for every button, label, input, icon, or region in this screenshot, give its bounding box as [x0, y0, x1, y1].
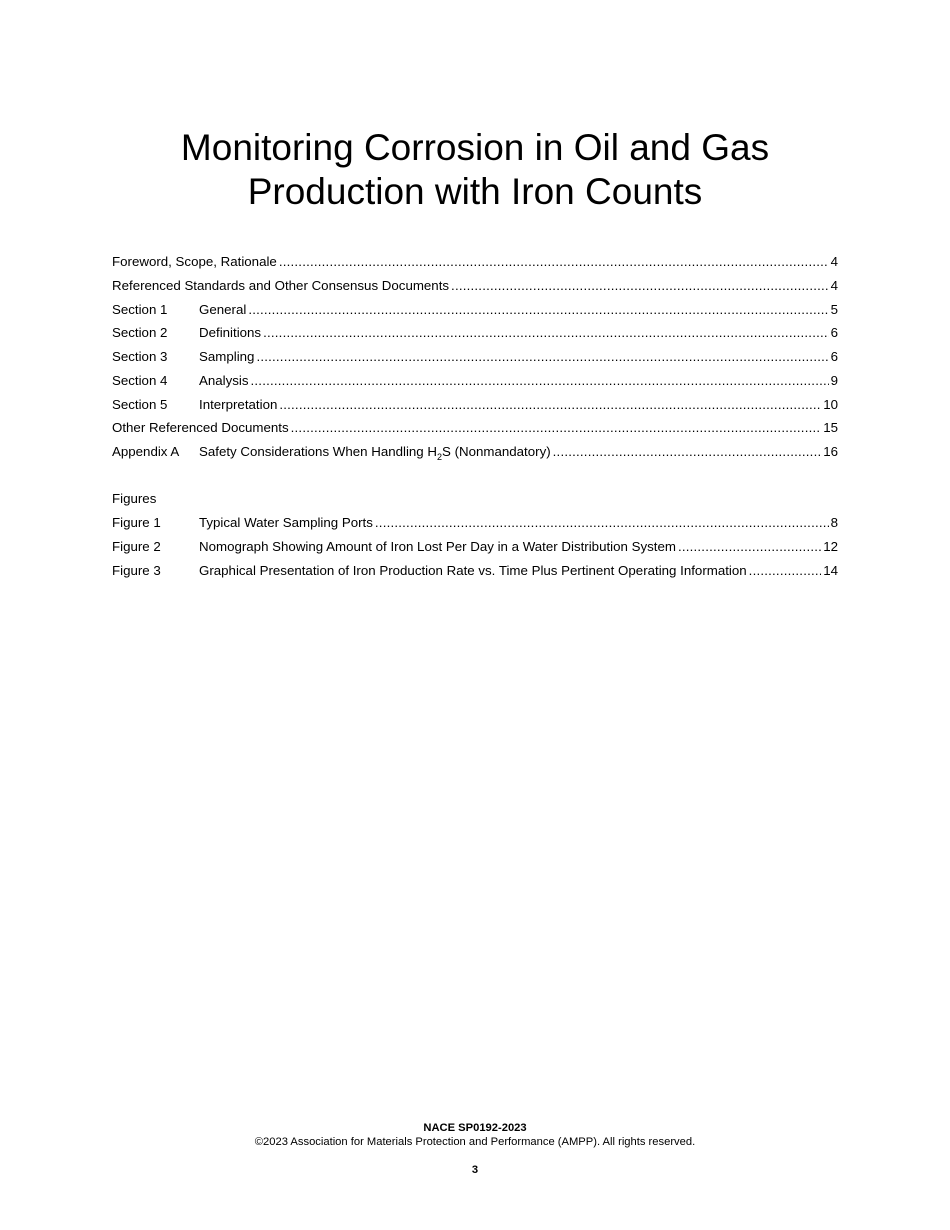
toc-leader-dots: [248, 301, 828, 319]
toc-leader-dots: [256, 348, 828, 366]
footer-copyright: ©2023 Association for Materials Protection and Performance (AMPP). All rights reserved.: [254, 1136, 696, 1148]
toc-entry-section-1[interactable]: [112, 301, 838, 319]
figures-heading: Figures: [112, 491, 157, 506]
toc-entry-label: Figure 3: [112, 563, 161, 578]
toc-entry-page: 4: [830, 254, 838, 269]
toc-leader-dots: [279, 396, 821, 414]
toc-entry-label: Figure 2: [112, 539, 161, 554]
toc-entry-page: 8: [830, 515, 838, 530]
toc-entry-page: 16: [823, 444, 838, 459]
toc-entry-page: 6: [830, 349, 838, 364]
toc-leader-dots: [291, 419, 822, 437]
footer-document-id: NACE SP0192-2023: [423, 1122, 527, 1134]
toc-entry-title: Foreword, Scope, Rationale: [112, 254, 277, 269]
toc-entry-page: 15: [823, 420, 838, 435]
toc-entry-title: Other Referenced Documents: [112, 420, 289, 435]
toc-entry-title: Graphical Presentation of Iron Production Rate vs. Time Plus Pertinent Operating Information: [199, 563, 747, 578]
toc-entry-label: Appendix A: [112, 444, 180, 459]
toc-entry-section-2[interactable]: [112, 324, 838, 342]
document-title-line-2: Production with Iron Counts: [247, 171, 703, 212]
toc-entry-page: 9: [830, 373, 838, 388]
toc-entry-title: Sampling: [199, 349, 255, 364]
toc-entry-title: [199, 443, 551, 462]
toc-entry-title: Referenced Standards and Other Consensus Documents: [112, 278, 450, 293]
toc-entry-figure-1[interactable]: [112, 514, 838, 532]
footer-page-number: 3: [471, 1164, 479, 1176]
toc-entry-title: Nomograph Showing Amount of Iron Lost Per Day in a Water Distribution System: [199, 539, 676, 554]
toc-entry-referenced-standards[interactable]: [112, 277, 838, 295]
toc-entry-page: 4: [830, 278, 838, 293]
toc-entry-label: Figure 1: [112, 515, 161, 530]
toc-entry-label: Section 2: [112, 325, 168, 340]
subscript-2: 2: [437, 452, 443, 462]
toc-entry-page: 6: [830, 325, 838, 340]
toc-entry-appendix-a[interactable]: [112, 443, 838, 461]
toc-entry-page: 12: [823, 539, 838, 554]
toc-entry-other-referenced[interactable]: [112, 419, 838, 437]
toc-leader-dots: [749, 562, 822, 580]
toc-leader-dots: [553, 443, 822, 461]
toc-leader-dots: [451, 277, 829, 295]
toc-entry-page: 10: [823, 397, 838, 412]
toc-entry-title: Interpretation: [199, 397, 278, 412]
toc-entry-figure-3[interactable]: [112, 562, 838, 580]
toc-entry-label: Section 1: [112, 302, 168, 317]
toc-entry-title-part: Safety Considerations When Handling H: [199, 444, 437, 459]
toc-entry-section-4[interactable]: [112, 372, 838, 390]
toc-entry-title: General: [199, 302, 247, 317]
toc-leader-dots: [263, 324, 829, 342]
toc-entry-title-part: S (Nonmandatory): [442, 444, 551, 459]
toc-entry-figure-2[interactable]: [112, 538, 838, 556]
toc-entry-page: 5: [830, 302, 838, 317]
toc-entry-title: Definitions: [199, 325, 262, 340]
toc-entry-page: 14: [823, 563, 838, 578]
toc-leader-dots: [678, 538, 821, 556]
toc-entry-label: Section 4: [112, 373, 168, 388]
toc-leader-dots: [251, 372, 829, 390]
toc-entry-label: Section 3: [112, 349, 168, 364]
toc-entry-section-5[interactable]: [112, 396, 838, 414]
toc-entry-title: Typical Water Sampling Ports: [199, 515, 373, 530]
document-title: [0, 126, 950, 214]
toc-entry-section-3[interactable]: [112, 348, 838, 366]
toc-leader-dots: [375, 514, 829, 532]
toc-entry-foreword[interactable]: [112, 253, 838, 271]
toc-leader-dots: [279, 253, 829, 271]
toc-entry-label: Section 5: [112, 397, 168, 412]
toc-entry-title: Analysis: [199, 373, 249, 388]
document-title-line-1: Monitoring Corrosion in Oil and Gas: [180, 127, 770, 168]
